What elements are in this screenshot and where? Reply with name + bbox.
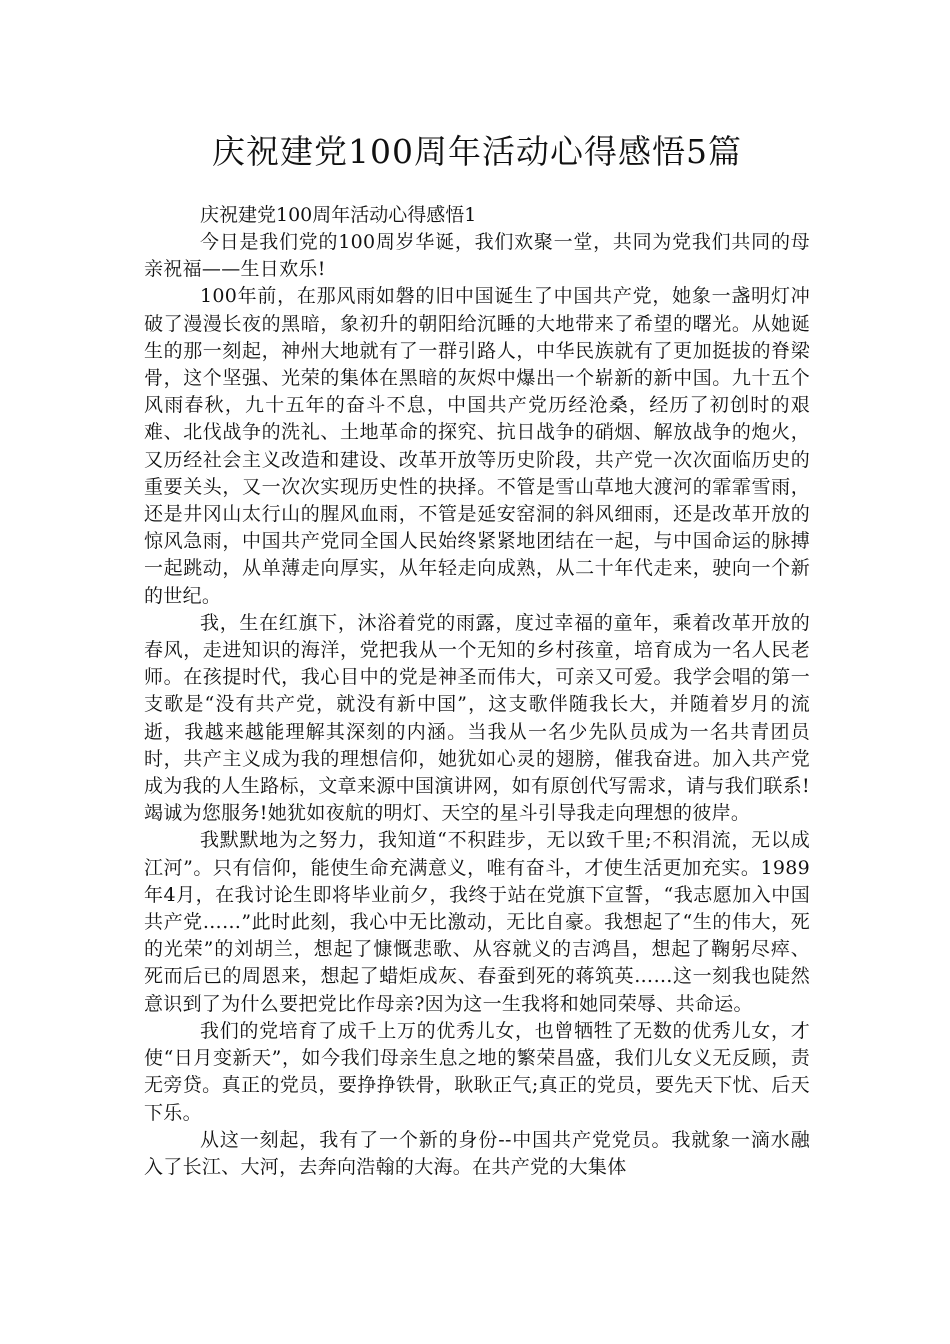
paragraph-5: 我们的党培育了成千上万的优秀儿女，也曾牺牲了无数的优秀儿女，才使“日月变新天”，如今我们母亲生息之地的繁荣昌盛，我们儿女义无反顾，责无旁贷。真正的党员，要挣挣铁骨，耿耿正气;真正的党员，要先天下忧、后天下乐。 (144, 1019, 810, 1124)
paragraph-6: 从这一刻起，我有了一个新的身份--中国共产党党员。我就象一滴水融入了长江、大河，去奔向浩翰的大海。在共产党的大集体 (144, 1128, 810, 1178)
section-heading: 庆祝建党100周年活动心得感悟1 (200, 204, 477, 226)
paragraph-2: 100年前，在那风雨如磐的旧中国诞生了中国共产党，她象一盏明灯冲破了漫漫长夜的黑暗，象初升的朝阳给沉睡的大地带来了希望的曙光。从她诞生的那一刻起，神州大地就有了一群引路人，中华民族就有了更加挺拔的脊梁骨，这个坚强、光荣的集体在黑暗的灰烬中爆出一个崭新的新中国。九十五个风雨春秋，九十五年的奋斗不息，中国共产党历经沧桑，经历了初创时的艰难、北伐战争的洗礼、土地革命的探究、抗日战争的硝烟、解放战争的炮火，又历经社会主义改造和建设、改革开放等历史阶段，共产党一次次面临历史的重要关头，又一次次实现历史性的抉择。不管是雪山草地大渡河的霏霏雪雨，还是井冈山太行山的腥风血雨，不管是延安窑洞的斜风细雨，还是改革开放的惊风急雨，中国共产党同全国人民始终紧紧地团结在一起，与中国命运的脉搏一起跳动，从单薄走向厚实，从年轻走向成熟，从二十年代走来，驶向一个新的世纪。 (144, 285, 810, 607)
paragraph-1: 今日是我们党的100周岁华诞，我们欢聚一堂，共同为党我们共同的母亲祝福——生日欢乐! (144, 231, 810, 281)
paragraph-4: 我默默地为之努力，我知道“不积跬步，无以致千里;不积涓流，无以成江河”。只有信仰，能使生命充满意义，唯有奋斗，才使生活更加充实。1989年4月，在我讨论生即将毕业前夕，我终于站在党旗下宣誓，“我志愿加入中国共产党……”此时此刻，我心中无比激动，无比自豪。我想起了“生的伟大，死的光荣”的刘胡兰，想起了慷慨悲歌、从容就义的吉鸿昌，想起了鞠躬尽瘁、死而后已的周恩来，想起了蜡炬成灰、春蚕到死的蒋筑英……这一刻我也陡然意识到了为什么要把党比作母亲?因为这一生我将和她同荣辱、共命运。 (144, 829, 810, 1015)
paragraph-3: 我，生在红旗下，沐浴着党的雨露，度过幸福的童年，乘着改革开放的春风，走进知识的海洋，党把我从一个无知的乡村孩童，培育成为一名人民老师。在孩提时代，我心目中的党是神圣而伟大，可亲又可爱。我学会唱的第一支歌是“没有共产党，就没有新中国”，这支歌伴随我长大，并随着岁月的流逝，我越来越能理解其深刻的内涵。当我从一名少先队员成为一名共青团员时，共产主义成为我的理想信仰，她犹如心灵的翅膀，催我奋进。加入共产党成为我的人生路标，文章来源中国演讲网，如有原创代写需求，请与我们联系!竭诚为您服务!她犹如夜航的明灯、天空的星斗引导我走向理想的彼岸。 (144, 611, 810, 825)
document-title: 庆祝建党100周年活动心得感悟5篇 (212, 132, 742, 171)
